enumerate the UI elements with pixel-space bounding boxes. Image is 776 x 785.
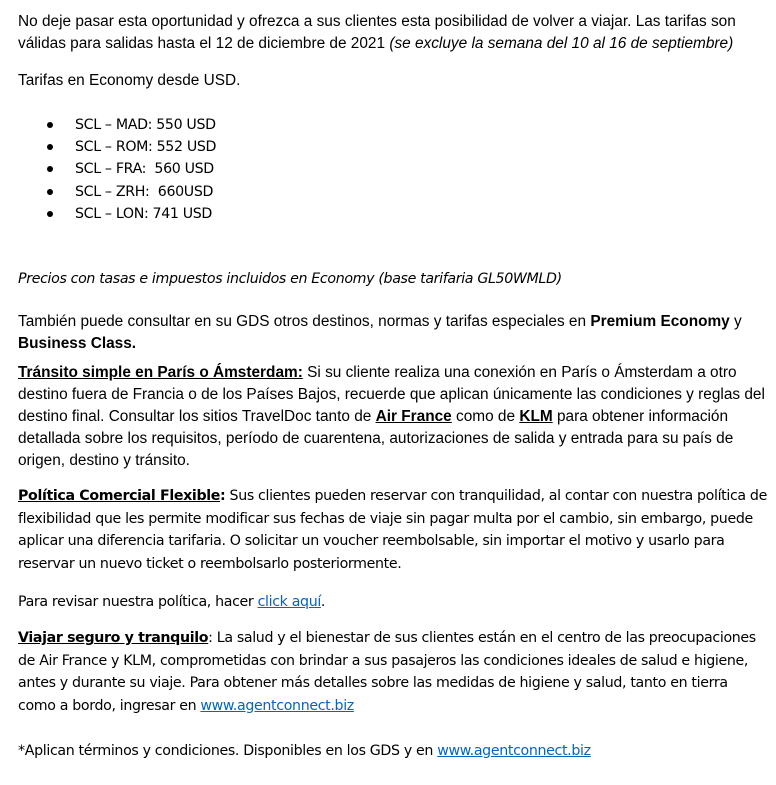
agentconnect-link[interactable]: www.agentconnect.biz bbox=[200, 697, 354, 714]
transit-title: Tránsito simple en París o Ámsterdam: bbox=[18, 364, 303, 381]
fare-text: SCL – LON: 741 USD bbox=[75, 205, 213, 222]
policy-colon: : bbox=[220, 488, 226, 504]
klm-link[interactable]: KLM bbox=[519, 408, 553, 425]
business-class-label: Business Class. bbox=[18, 335, 137, 352]
intro-text: No deje pasar esta oportunidad y ofrezca a sus clientes esta posibilidad de volver a viajar. Las tarifas son válidas para salidas hasta el 12 de diciembre de 2021 bbox=[18, 13, 736, 52]
gds-and: y bbox=[729, 313, 742, 330]
bullet-icon bbox=[47, 189, 53, 195]
intro-paragraph bbox=[18, 11, 768, 55]
policy-title: Política Comercial Flexible bbox=[18, 488, 221, 504]
fare-text: SCL – MAD: 550 USD bbox=[75, 117, 216, 133]
safe-travel-title: Viajar seguro y tranquilo bbox=[18, 630, 209, 646]
intro-exclusion-note: (se excluye la semana del 10 al 16 de septiembre) bbox=[389, 35, 734, 52]
prices-note-text: Precios con tasas e impuestos incluidos en Economy (base tarifaria GL50WMLD) bbox=[18, 271, 562, 287]
bullet-icon bbox=[47, 144, 53, 150]
bullet-icon bbox=[47, 166, 53, 172]
safe-travel-text: : La salud y el bienestar de sus clientes están en el centro de las preocupaciones de Air France y KLM, comprometidas con brindar a sus pasajeros las condiciones ideales de salud e higiene, antes y durante su viaje. Para obtener más detalles sobre las medidas de higiene y salud, tanto en tierra como a bordo, ingresar en bbox=[18, 630, 756, 714]
fare-text: SCL – FRA: 560 USD bbox=[75, 161, 214, 178]
review-paragraph bbox=[18, 591, 768, 614]
click-here-link[interactable]: click aquí bbox=[257, 594, 321, 610]
fare-item bbox=[18, 136, 418, 158]
gds-paragraph bbox=[18, 311, 768, 355]
review-text: Para revisar nuestra política, hacer bbox=[18, 594, 258, 610]
transit-text: para obtener información detallada sobre los requisitos, período de cuarentena, autorizaciones de salida y entrada para su país de origen, destino y tránsito. bbox=[18, 408, 734, 469]
agentconnect-link[interactable]: www.agentconnect.biz bbox=[437, 743, 591, 759]
fares-list bbox=[18, 114, 418, 225]
transit-text: Si su cliente realiza una conexión en París o Ámsterdam a otro destino fuera de Francia o de los Países Bajos, recuerde que aplican únicamente las condiciones y reglas del destino final. Consultar los sitios TravelDoc tanto de bbox=[18, 364, 765, 425]
terms-text: *Aplican términos y condiciones. Disponibles en los GDS y en bbox=[18, 743, 438, 759]
terms-paragraph bbox=[18, 740, 768, 763]
fare-item bbox=[18, 181, 418, 203]
review-end: . bbox=[320, 594, 326, 610]
gds-text: También puede consultar en su GDS otros destinos, normas y tarifas especiales en bbox=[18, 313, 591, 330]
fare-item bbox=[18, 203, 418, 225]
bullet-icon bbox=[47, 122, 53, 128]
fare-item bbox=[18, 114, 418, 136]
policy-paragraph bbox=[18, 485, 768, 575]
transit-text: como de bbox=[451, 408, 520, 425]
bullet-icon bbox=[47, 211, 53, 217]
premium-economy-label: Premium Economy bbox=[590, 313, 730, 330]
safe-travel-paragraph bbox=[18, 627, 768, 717]
transit-paragraph bbox=[18, 362, 768, 472]
prices-note bbox=[18, 268, 768, 291]
fare-item bbox=[18, 158, 418, 180]
fare-text: SCL – ROM: 552 USD bbox=[75, 139, 217, 156]
fare-text: SCL – ZRH: 660USD bbox=[75, 183, 214, 200]
air-france-link[interactable]: Air France bbox=[375, 408, 452, 425]
policy-text: Sus clientes pueden reservar con tranquilidad, al contar con nuestra política de flexibilidad que les permite modificar sus fechas de viaje sin pagar multa por el cambio, sin embargo, puede aplicar una diferencia tarifaria. O solicitar un voucher reembolsable, sin importar el motivo y usarlo para reservar un nuevo ticket o reembolsarlo posteriormente. bbox=[18, 488, 767, 572]
fares-heading: Tarifas en Economy desde USD. bbox=[18, 72, 241, 89]
